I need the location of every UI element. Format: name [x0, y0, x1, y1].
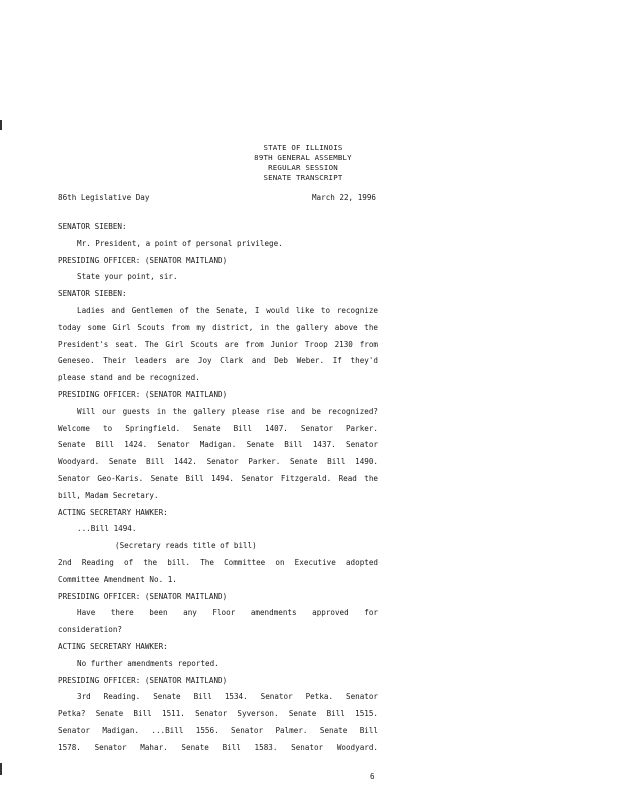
transcript-line: Woodyard. Senate Bill 1442. Senator Parker. Senate Bill 1490.: [58, 457, 378, 467]
transcript-line: consideration?: [58, 625, 123, 635]
document-header: [0, 143, 618, 183]
transcript-line: Senate Bill 1424. Senator Madigan. Senate Bill 1437. Senator: [58, 440, 378, 450]
speaker-line: PRESIDING OFFICER: (SENATOR MAITLAND): [58, 389, 228, 399]
transcript-line: State your point, sir.: [77, 272, 178, 282]
transcript-line: Welcome to Springfield. Senate Bill 1407. Senator Parker.: [58, 423, 378, 433]
transcript-line: Senator Geo-Karis. Senate Bill 1494. Senator Fitzgerald. Read the: [58, 473, 378, 483]
transcript-line: 2nd Reading of the bill. The Committee on Executive adopted: [58, 557, 378, 567]
page-number: 6: [370, 772, 375, 781]
transcript-line: today some Girl Scouts from my district, in the gallery above the: [58, 322, 378, 332]
transcript-line: 1578. Senator Mahar. Senate Bill 1583. Senator Woodyard.: [58, 742, 378, 752]
header-state: STATE OF ILLINOIS: [263, 143, 343, 152]
transcript-line: 3rd Reading. Senate Bill 1534. Senator Petka. Senator: [77, 692, 378, 702]
transcript-line: bill, Madam Secretary.: [58, 490, 159, 500]
transcript-line: Geneseo. Their leaders are Joy Clark and Deb Weber. If they'd: [58, 356, 378, 366]
header-assembly: 89TH GENERAL ASSEMBLY: [254, 153, 352, 162]
transcript-line: ...Bill 1494.: [77, 524, 137, 534]
transcript-body: [58, 219, 378, 757]
scan-edge-mark: [0, 120, 2, 130]
speaker-line: PRESIDING OFFICER: (SENATOR MAITLAND): [58, 255, 228, 265]
header-session: REGULAR SESSION: [268, 163, 338, 172]
session-date: March 22, 1996: [311, 193, 376, 202]
speaker-line: PRESIDING OFFICER: (SENATOR MAITLAND): [58, 591, 228, 601]
speaker-line: PRESIDING OFFICER: (SENATOR MAITLAND): [58, 675, 228, 685]
scan-edge-mark: [0, 763, 2, 775]
transcript-line: please stand and be recognized.: [58, 373, 200, 383]
transcript-line: Ladies and Gentlemen of the Senate, I would like to recognize: [77, 305, 378, 315]
transcript-line: No further amendments reported.: [77, 658, 219, 668]
speaker-line: SENATOR SIEBEN:: [58, 289, 127, 299]
transcript-line: Mr. President, a point of personal privilege.: [77, 238, 283, 248]
transcript-line: Will our guests in the gallery please rise and be recognized?: [77, 406, 378, 416]
transcript-line: Committee Amendment No. 1.: [58, 574, 177, 584]
transcript-line: Senator Madigan. ...Bill 1556. Senator Palmer. Senate Bill: [58, 725, 378, 735]
transcript-line: President's seat. The Girl Scouts are from Junior Troop 2130 from: [58, 339, 378, 349]
transcript-line: Have there been any Floor amendments approved for: [77, 608, 378, 618]
speaker-line: ACTING SECRETARY HAWKER:: [58, 641, 168, 651]
transcript-line: (Secretary reads title of bill): [115, 541, 257, 551]
header-transcript: SENATE TRANSCRIPT: [263, 173, 343, 182]
day-date-line: [58, 193, 376, 202]
speaker-line: SENATOR SIEBEN:: [58, 222, 127, 231]
speaker-line: ACTING SECRETARY HAWKER:: [58, 507, 168, 517]
transcript-line: Petka? Senate Bill 1511. Senator Syverson. Senate Bill 1515.: [58, 709, 378, 719]
legislative-day: 86th Legislative Day: [58, 193, 150, 202]
